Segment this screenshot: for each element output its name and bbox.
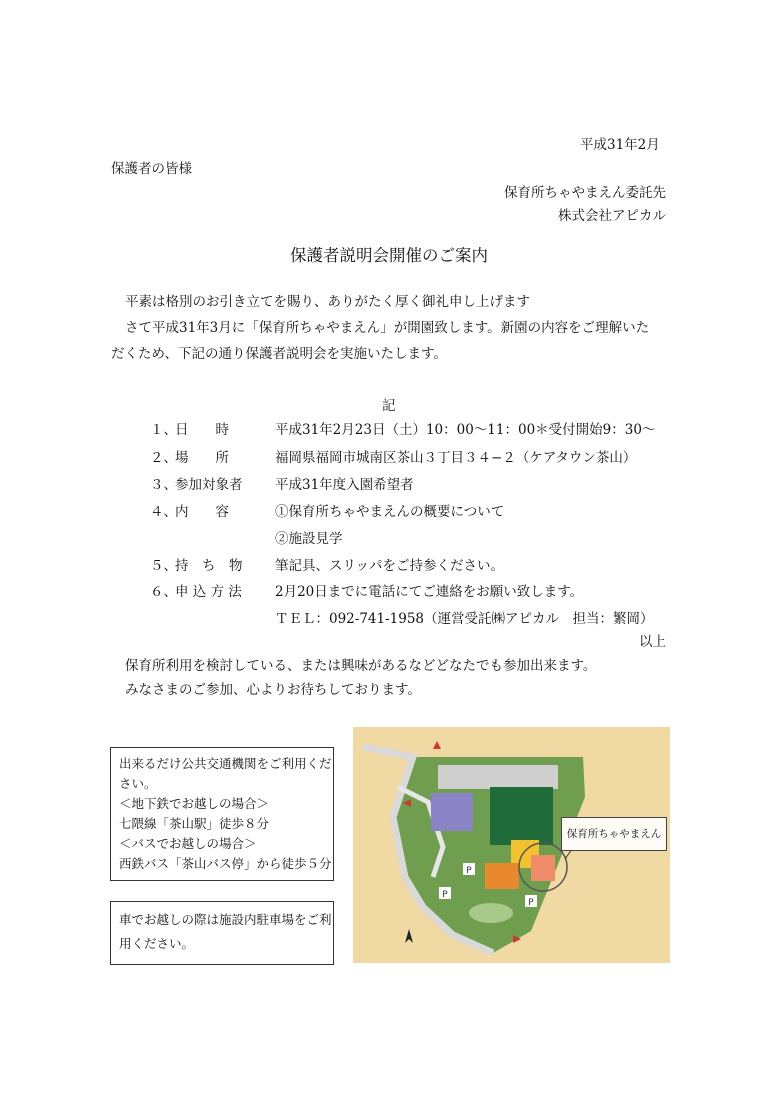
item-label: 場 所 bbox=[175, 450, 229, 466]
item-value: 平成31年2月23日（土）10：00〜11：00＊受付開始9：30〜 bbox=[275, 422, 656, 438]
nursery-callout-label: 保育所ちゃやまえん bbox=[561, 817, 667, 851]
map-parking-symbol: P bbox=[442, 890, 448, 900]
phone-number: ＴＥＬ：092-741-1958（運営受託㈱アピカル 担当：繁岡） bbox=[275, 611, 654, 627]
item-number: ５、 bbox=[150, 558, 177, 574]
page-title: 保護者説明会開催のご案内 bbox=[290, 246, 488, 265]
access-info-box bbox=[110, 747, 334, 881]
site-map bbox=[353, 727, 670, 963]
item-label: 持 ち 物 bbox=[175, 558, 243, 574]
item-number: １、 bbox=[150, 422, 177, 438]
body-line: 平素は格別のお引き立てを賜り、ありがたく厚く御礼申し上げます bbox=[125, 294, 530, 310]
item-label: 内 容 bbox=[175, 504, 229, 520]
item-label: 日 時 bbox=[175, 422, 229, 438]
parking-line: 車でお越しの際は施設内駐車場をご利 bbox=[119, 912, 332, 927]
sender-organization: 保育所ちゃやまえん委託先 bbox=[504, 185, 666, 201]
item-value: ①保育所ちゃやまえんの概要について bbox=[275, 504, 505, 520]
ki-heading: 記 bbox=[382, 398, 396, 414]
access-line: 西鉄バス「茶山バス停」から徒歩５分 bbox=[119, 856, 332, 871]
map-plaza bbox=[469, 903, 513, 923]
access-line: さい。 bbox=[119, 776, 157, 791]
recipient: 保護者の皆様 bbox=[111, 161, 192, 177]
item-label: 申 込 方 法 bbox=[175, 584, 242, 600]
item-value: 福岡県福岡市城南区茶山３丁目３４−２（ケアタウン茶山） bbox=[275, 450, 637, 466]
item-value: 2月20日までに電話にてご連絡をお願い致します。 bbox=[275, 584, 584, 600]
access-line: ＜地下鉄でお越しの場合＞ bbox=[119, 796, 270, 811]
map-parking-symbol: P bbox=[466, 866, 472, 876]
ijou-mark: 以上 bbox=[639, 634, 666, 650]
map-parking-symbol: P bbox=[528, 898, 534, 908]
map-building-nursery bbox=[531, 855, 555, 881]
item-number: ６、 bbox=[150, 584, 177, 600]
access-line: ＜バスでお越しの場合＞ bbox=[119, 836, 257, 851]
item-number: ２、 bbox=[150, 450, 177, 466]
item-label: 参加対象者 bbox=[175, 477, 243, 493]
parking-info-box bbox=[110, 901, 334, 965]
access-line: 出来るだけ公共交通機関をご利用くだ bbox=[119, 756, 332, 771]
map-building-main bbox=[490, 787, 553, 845]
sender-company: 株式会社アピカル bbox=[558, 208, 666, 224]
closing-line: 保育所利用を検討している、または興味があるなどどなたでも参加出来ます。 bbox=[125, 658, 597, 674]
item-value: 平成31年度入園希望者 bbox=[275, 477, 414, 493]
map-building-purple bbox=[431, 793, 473, 831]
parking-line: 用ください。 bbox=[119, 936, 195, 951]
map-parking-lot bbox=[438, 765, 558, 789]
access-line: 七隈線「茶山駅」徒歩８分 bbox=[119, 816, 270, 831]
item-value: 筆記具、スリッパをご持参ください。 bbox=[275, 558, 504, 574]
item-value: ②施設見学 bbox=[275, 531, 343, 547]
item-number: ４、 bbox=[150, 504, 177, 520]
body-line: だくため、下記の通り保護者説明会を実施いたします。 bbox=[111, 346, 447, 362]
closing-line: みなさまのご参加、心よりお待ちしております。 bbox=[125, 682, 421, 698]
body-line: さて平成31年3月に「保育所ちゃやまえん」が開園致します。新園の内容をご理解いた bbox=[125, 320, 650, 336]
map-building-orange bbox=[485, 863, 519, 889]
item-number: ３、 bbox=[150, 477, 177, 493]
document-date: 平成31年2月 bbox=[580, 137, 660, 153]
